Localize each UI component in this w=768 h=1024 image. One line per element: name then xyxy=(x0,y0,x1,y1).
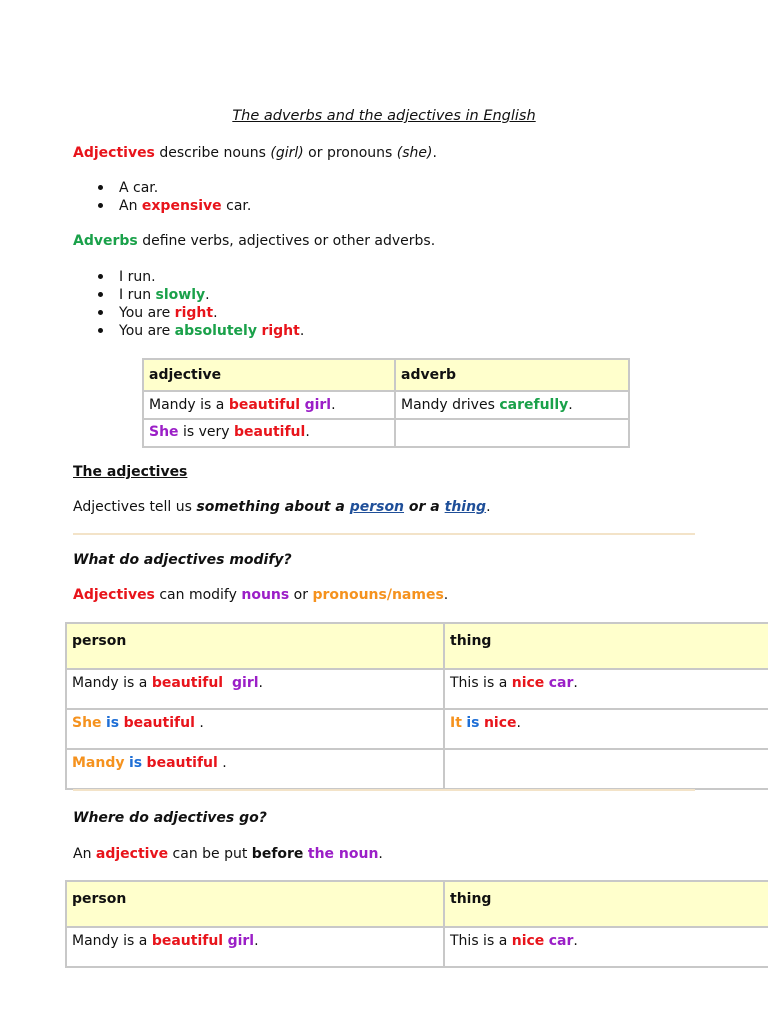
person-thing-table-2 xyxy=(65,880,768,968)
table-row xyxy=(66,927,768,967)
bullet-icon xyxy=(98,310,103,315)
thing-link[interactable]: thing xyxy=(444,499,487,515)
table-header-cell: adverb xyxy=(395,359,629,391)
list-item: I run slowly. xyxy=(119,287,210,303)
table-row xyxy=(66,669,768,709)
bullet-icon xyxy=(98,292,103,297)
table-header-row xyxy=(66,623,768,669)
table-header-row xyxy=(143,359,629,391)
table-row xyxy=(143,391,629,419)
table-row xyxy=(143,419,629,447)
term-adjectives: Adjectives xyxy=(73,145,155,161)
table-cell: This is a nice car. xyxy=(444,669,768,709)
adjectives-definition: Adjectives describe nouns (girl) or pronouns (she). xyxy=(73,145,437,161)
person-thing-table xyxy=(65,622,768,790)
table-header-cell: person xyxy=(66,881,444,927)
table-cell-empty xyxy=(444,749,768,789)
table-cell: Mandy drives carefully. xyxy=(395,391,629,419)
table-cell: It is nice. xyxy=(444,709,768,749)
adjective-adverb-table xyxy=(142,358,630,448)
table-cell: Mandy is a beautiful girl. xyxy=(66,669,444,709)
section-heading: The adjectives xyxy=(73,464,188,480)
divider xyxy=(73,789,695,791)
bullet-icon xyxy=(98,328,103,333)
table-header-cell: person xyxy=(66,623,444,669)
table-cell: She is beautiful . xyxy=(66,709,444,749)
table-header-row xyxy=(66,881,768,927)
list-item: I run. xyxy=(119,269,156,285)
where-sentence: An adjective can be put before the noun. xyxy=(73,846,383,862)
table-row xyxy=(66,749,768,789)
table-cell: Mandy is a beautiful girl. xyxy=(66,927,444,967)
table-header-cell: thing xyxy=(444,881,768,927)
list-item: A car. xyxy=(119,180,159,196)
bullet-icon xyxy=(98,203,103,208)
term-adverbs: Adverbs xyxy=(73,233,138,249)
list-item: You are absolutely right. xyxy=(119,323,305,339)
table-header-cell: adjective xyxy=(143,359,395,391)
table-cell: She is very beautiful. xyxy=(143,419,395,447)
table-cell: Mandy is beautiful . xyxy=(66,749,444,789)
section-question: What do adjectives modify? xyxy=(73,552,292,568)
divider xyxy=(73,533,695,535)
table-cell: Mandy is a beautiful girl. xyxy=(143,391,395,419)
bullet-icon xyxy=(98,274,103,279)
section-question: Where do adjectives go? xyxy=(73,810,267,826)
table-cell-empty xyxy=(395,419,629,447)
document-title: The adverbs and the adjectives in English xyxy=(232,108,536,124)
list-item: An expensive car. xyxy=(119,198,252,214)
modify-sentence: Adjectives can modify nouns or pronouns/names. xyxy=(73,587,449,603)
adjectives-tell-us: Adjectives tell us something about a person or a thing. xyxy=(73,499,491,515)
table-cell: This is a nice car. xyxy=(444,927,768,967)
table-row xyxy=(66,709,768,749)
list-item: You are right. xyxy=(119,305,218,321)
bullet-icon xyxy=(98,185,103,190)
table-header-cell: thing xyxy=(444,623,768,669)
person-link[interactable]: person xyxy=(349,499,405,515)
adverbs-definition: Adverbs define verbs, adjectives or other adverbs. xyxy=(73,233,436,249)
